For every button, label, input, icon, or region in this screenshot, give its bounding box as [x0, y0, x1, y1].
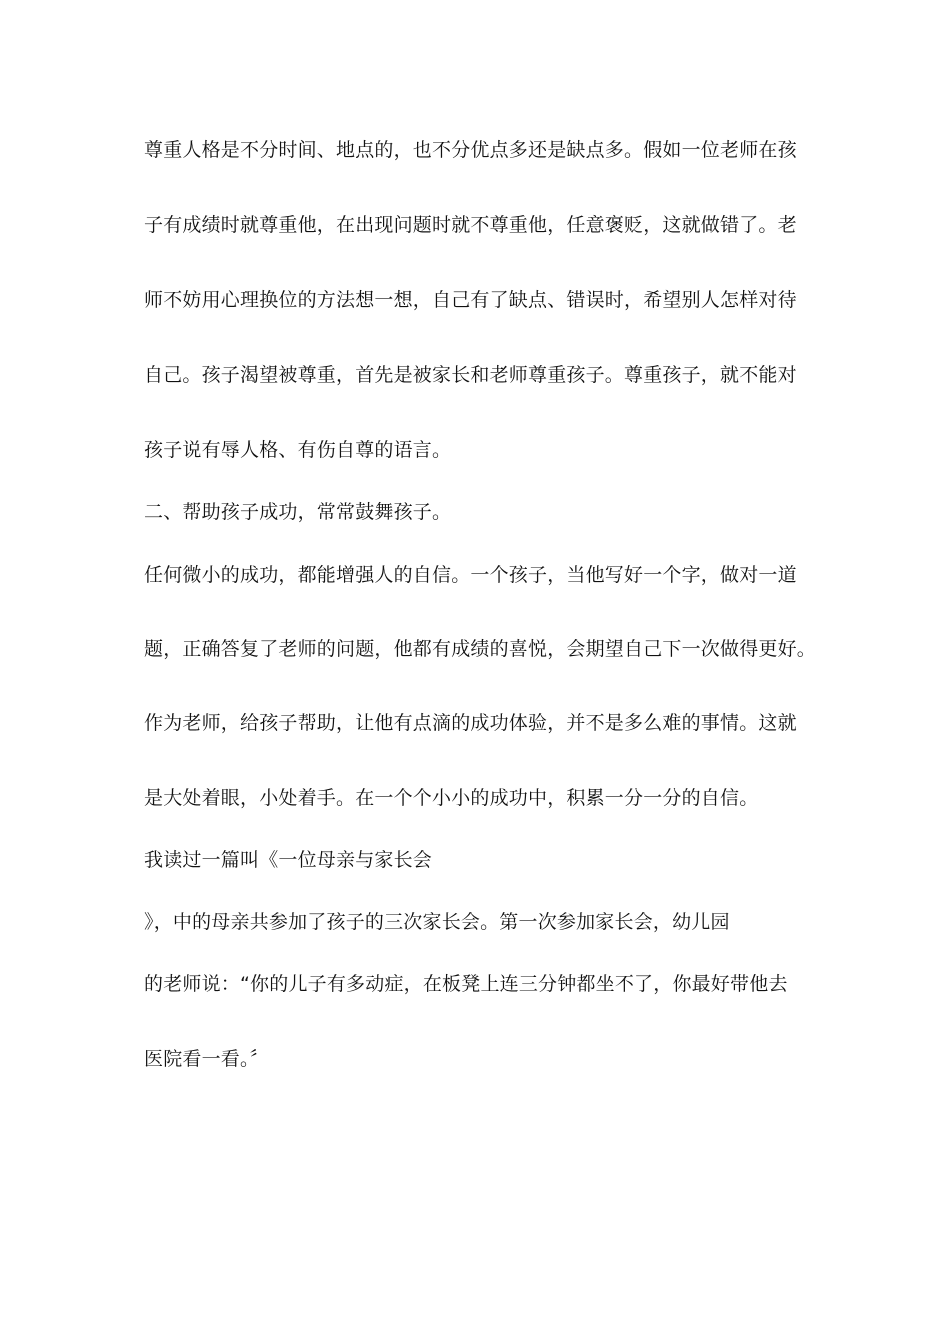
- section-heading: 二、帮助孩子成功，常常鼓舞孩子。: [144, 501, 452, 523]
- paragraph-line: 题，正确答复了老师的问题，他都有成绩的喜悦，会期望自己下一次做得更好。: [144, 638, 817, 660]
- paragraph-line: 作为老师，给孩子帮助，让他有点滴的成功体验，并不是多么难的事情。这就: [144, 712, 797, 734]
- paragraph-line: 师不妨用心理换位的方法想一想，自己有了缺点、错误时，希望别人怎样对待: [144, 289, 797, 311]
- paragraph-line: 》，中的母亲共参加了孩子的三次家长会。第一次参加家长会，幼儿园: [144, 911, 730, 933]
- paragraph-line: 任何微小的成功，都能增强人的自信。一个孩子，当他写好一个字，做对一道: [144, 564, 797, 586]
- paragraph-line: 自己。孩子渴望被尊重，首先是被家长和老师尊重孩子。尊重孩子，就不能对: [144, 364, 797, 386]
- paragraph-line: 孩子说有辱人格、有伤自尊的语言。: [144, 439, 452, 461]
- paragraph-line: 医院看一看。〞: [144, 1048, 269, 1070]
- paragraph-line: 我读过一篇叫《一位母亲与家长会: [144, 849, 433, 871]
- paragraph-line: 尊重人格是不分时间、地点的，也不分优点多还是缺点多。假如一位老师在孩: [144, 139, 797, 161]
- paragraph-line: 是大处着眼，小处着手。在一个个小小的成功中，积累一分一分的自信。: [144, 787, 759, 809]
- paragraph-line: 的老师说：“你的儿子有多动症，在板凳上连三分钟都坐不了，你最好带他去: [144, 973, 788, 995]
- paragraph-line: 子有成绩时就尊重他，在出现问题时就不尊重他，任意褒贬，这就做错了。老: [144, 214, 797, 236]
